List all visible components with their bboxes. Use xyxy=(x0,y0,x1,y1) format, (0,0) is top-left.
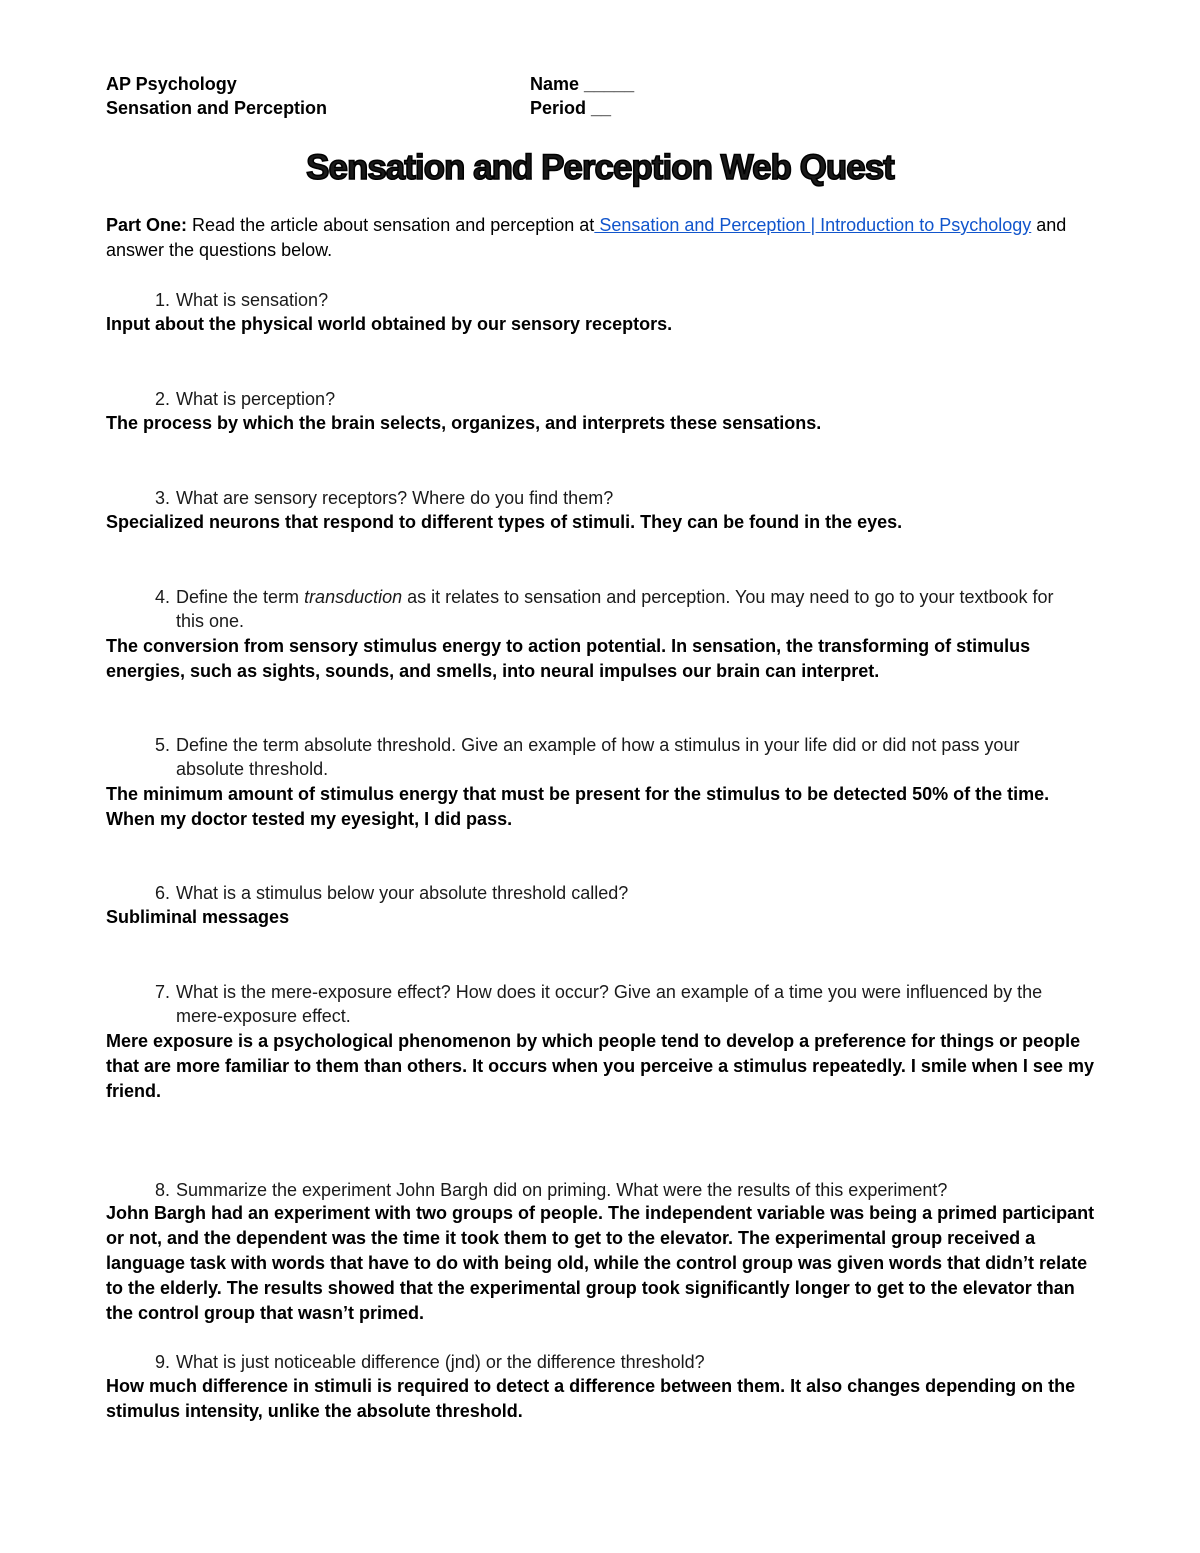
intro-text-before: Read the article about sensation and perception at xyxy=(187,215,595,235)
question-text-italic: transduction xyxy=(304,587,403,607)
answer-9: How much difference in stimuli is required to detect a difference between them. It also changes depending on the stimulus intensity, unlike the absolute threshold. xyxy=(106,1376,1076,1421)
question-number: 2. xyxy=(154,389,170,409)
question-text-after: as it relates to sensation and perception. You may need to go to your textbook for this one. xyxy=(176,587,1054,631)
answer-4: The conversion from sensory stimulus energy to action potential. In sensation, the transforming of stimulus energies, such as sights, sounds, and smells, into neural impulses our brain can interpret. xyxy=(106,636,1031,681)
period-label: Period __ xyxy=(530,98,612,118)
answer-6: Subliminal messages xyxy=(106,907,290,927)
question-number: 4. xyxy=(154,587,170,607)
question-number: 9. xyxy=(154,1352,170,1372)
question-text: What is the mere-exposure effect? How does it occur? Give an example of a time you were influenced by the mere-exposure effect. xyxy=(176,982,1043,1026)
unit-name: Sensation and Perception xyxy=(106,98,328,118)
header-right xyxy=(530,72,634,120)
question-5 xyxy=(154,733,1076,781)
question-2 xyxy=(154,387,1076,411)
answer-8: John Bargh had an experiment with two groups of people. The independent variable was being a primed participant or not, and the dependent was the time it took them to get to the elevator. The experimental group received a language task with words that have to do with being old, while the control group was given words that didn’t relate to the elderly. The results showed that the experimental group took significantly longer to get to the elevator than the control group that wasn’t primed. xyxy=(106,1203,1095,1323)
header-left xyxy=(106,72,327,120)
question-number: 8. xyxy=(154,1180,170,1200)
question-text: Summarize the experiment John Bargh did on priming. What were the results of this experiment? xyxy=(176,1180,948,1200)
question-number: 5. xyxy=(154,735,170,755)
question-text: What is perception? xyxy=(176,389,336,409)
question-1 xyxy=(154,288,1076,312)
question-7 xyxy=(154,980,1076,1028)
question-8 xyxy=(154,1178,1076,1202)
question-3 xyxy=(154,486,1076,510)
question-text: What is a stimulus below your absolute threshold called? xyxy=(176,883,629,903)
question-4 xyxy=(154,585,1076,633)
intro-paragraph xyxy=(106,213,1106,263)
answer-1: Input about the physical world obtained by our sensory receptors. xyxy=(106,314,673,334)
question-number: 6. xyxy=(154,883,170,903)
answer-3: Specialized neurons that respond to different types of stimuli. They can be found in the eyes. xyxy=(106,512,903,532)
question-number: 7. xyxy=(154,982,170,1002)
question-text-before: Define the term xyxy=(176,587,305,607)
name-label: Name _____ xyxy=(530,74,635,94)
question-text: What are sensory receptors? Where do you find them? xyxy=(176,488,614,508)
question-text: What is sensation? xyxy=(176,290,329,310)
question-number: 1. xyxy=(154,290,170,310)
part-label: Part One: xyxy=(106,215,188,235)
course-name: AP Psychology xyxy=(106,74,237,94)
page-title: Sensation and Perception Web Quest xyxy=(306,148,894,187)
answer-2: The process by which the brain selects, organizes, and interprets these sensations. xyxy=(106,413,822,433)
question-number: 3. xyxy=(154,488,170,508)
question-6 xyxy=(154,881,1076,905)
question-text: Define the term absolute threshold. Give an example of how a stimulus in your life did or did not pass your absolute threshold. xyxy=(176,735,1020,779)
question-9 xyxy=(154,1350,1076,1374)
article-link[interactable]: Sensation and Perception | Introduction to Psychology xyxy=(594,215,1032,235)
answer-7: Mere exposure is a psychological phenomenon by which people tend to develop a preference for things or people that are more familiar to them than others. It occurs when you perceive a stimulus repeatedly. I smile when I see my friend. xyxy=(106,1031,1094,1101)
intro-text-after: and answer the questions below. xyxy=(106,215,1067,260)
question-text: What is just noticeable difference (jnd) or the difference threshold? xyxy=(176,1352,705,1372)
answer-5: The minimum amount of stimulus energy that must be present for the stimulus to be detected 50% of the time. When my doctor tested my eyesight, I did pass. xyxy=(106,784,1050,829)
